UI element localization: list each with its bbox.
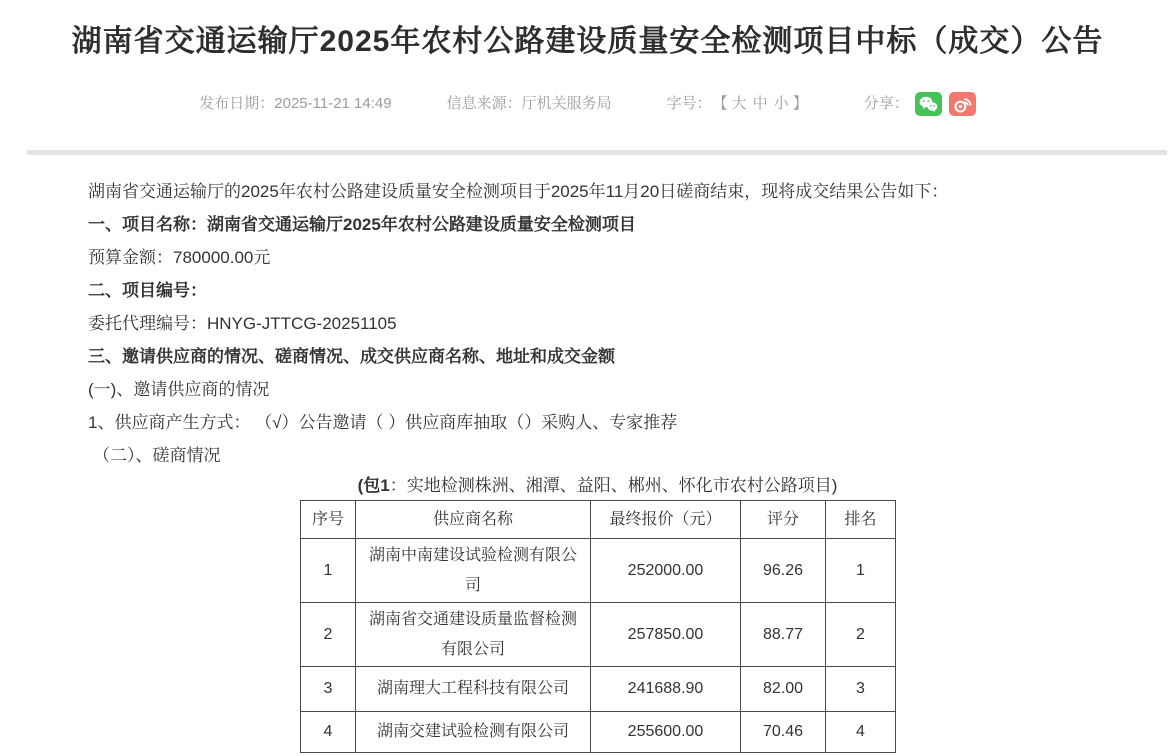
table-caption	[300, 472, 895, 500]
wechat-share-icon[interactable]	[915, 92, 942, 116]
cell-supplier: 湖南理大工程科技有限公司	[356, 667, 591, 712]
page-title: 湖南省交通运输厅2025年农村公路建设质量安全检测项目中标（成交）公告	[71, 25, 1104, 58]
table-row	[301, 603, 896, 667]
font-size-bracket-close: 】	[792, 95, 808, 112]
cell-supplier: 湖南省交通建设质量监督检测有限公司	[356, 603, 591, 667]
paragraph-invited-suppliers: (一)、邀请供应商的情况	[88, 380, 270, 399]
section-heading-suppliers: 三、邀请供应商的情况、磋商情况、成交供应商名称、地址和成交金额	[88, 347, 615, 366]
cell-score: 88.77	[741, 603, 826, 667]
paragraph-negotiation: （二）、磋商情况	[93, 446, 221, 465]
article-body	[0, 155, 1175, 753]
weibo-share-icon[interactable]	[949, 92, 976, 116]
table-header-row	[301, 501, 896, 539]
article-header	[0, 0, 1175, 116]
cell-price: 252000.00	[591, 539, 741, 603]
info-source-label: 信息来源：	[446, 95, 522, 112]
paragraph: 湖南省交通运输厅的2025年农村公路建设质量安全检测项目于2025年11月20日磋商结束，现将成交结果公告如下：	[88, 182, 949, 201]
cell-rank: 1	[826, 539, 896, 603]
table-caption-package: (包1	[357, 476, 390, 495]
section-heading-project-name: 一、项目名称：湖南省交通运输厅2025年农村公路建设质量安全检测项目	[88, 215, 636, 234]
result-table-zone	[300, 472, 895, 753]
paragraph-supplier-method: 1、供应商产生方式： （√）公告邀请（ ）供应商库抽取（）采购人、专家推荐	[88, 413, 678, 432]
cell-supplier: 湖南中南建设试验检测有限公司	[356, 539, 591, 603]
meta-bar	[0, 92, 1175, 116]
cell-rank: 4	[826, 712, 896, 753]
publish-date-value: 2025-11-21 14:49	[274, 95, 392, 112]
font-size-bracket-open: 【	[712, 95, 728, 112]
col-header-score: 评分	[741, 501, 826, 539]
font-size-small-button[interactable]: 小	[773, 95, 789, 112]
cell-score: 70.46	[741, 712, 826, 753]
font-size-control	[667, 96, 809, 112]
font-size-label: 字号：	[666, 95, 712, 112]
paragraph-agency-number: 委托代理编号：HNYG-JTTCG-20251105	[88, 314, 397, 333]
share-label: 分享：	[863, 95, 909, 112]
share-icons	[915, 92, 976, 116]
cell-no: 2	[301, 603, 356, 667]
cell-rank: 3	[826, 667, 896, 712]
cell-no: 3	[301, 667, 356, 712]
table-row	[301, 667, 896, 712]
cell-price: 257850.00	[591, 603, 741, 667]
cell-score: 96.26	[741, 539, 826, 603]
table-row	[301, 712, 896, 753]
col-header-price: 最终报价（元）	[591, 501, 741, 539]
cell-price: 255600.00	[591, 712, 741, 753]
table-row	[301, 539, 896, 603]
publish-date-label: 发布日期：	[199, 95, 275, 112]
col-header-no: 序号	[301, 501, 356, 539]
cell-no: 1	[301, 539, 356, 603]
info-source-value: 厅机关服务局	[521, 95, 612, 112]
font-size-large-button[interactable]: 大	[731, 95, 747, 112]
font-size-medium-button[interactable]: 中	[752, 95, 768, 112]
paragraph-budget: 预算金额：780000.00元	[88, 248, 271, 267]
cell-price: 241688.90	[591, 667, 741, 712]
col-header-supplier: 供应商名称	[356, 501, 591, 539]
cell-score: 82.00	[741, 667, 826, 712]
share-control	[864, 92, 976, 116]
cell-rank: 2	[826, 603, 896, 667]
info-source	[447, 96, 612, 112]
section-heading-project-number: 二、项目编号：	[88, 281, 207, 300]
table-caption-text: ：实地检测株洲、湘潭、益阳、郴州、怀化市农村公路项目)	[389, 476, 838, 495]
publish-date	[199, 96, 391, 112]
cell-no: 4	[301, 712, 356, 753]
col-header-rank: 排名	[826, 501, 896, 539]
bid-result-table	[300, 500, 896, 753]
cell-supplier: 湖南交建试验检测有限公司	[356, 712, 591, 753]
